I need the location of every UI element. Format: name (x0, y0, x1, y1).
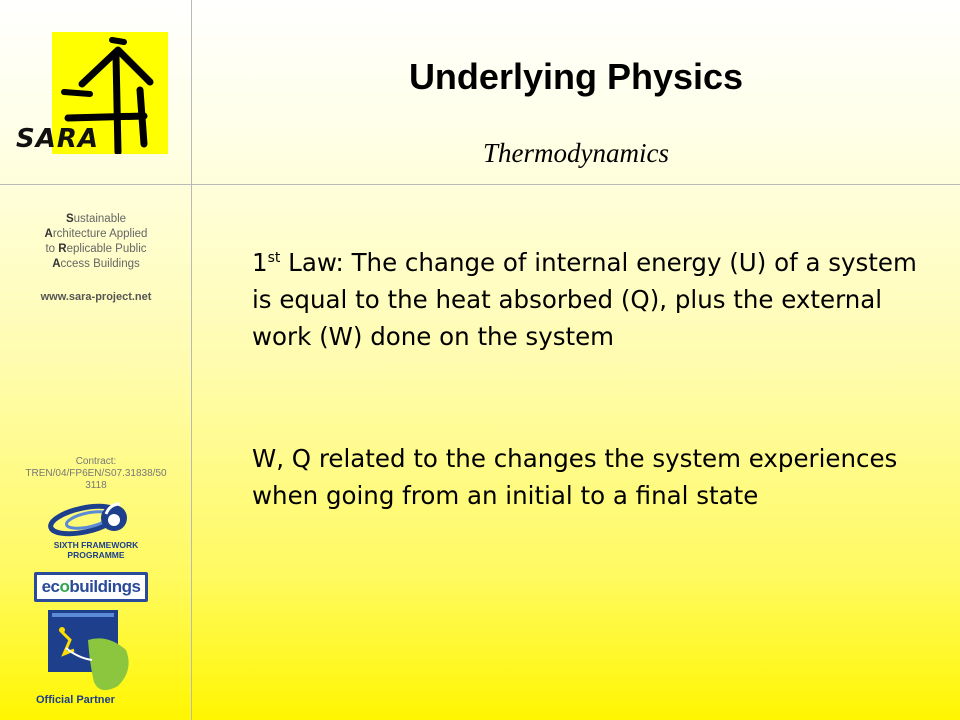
contract-info: Contract: TREN/04/FP6EN/S07.31838/50 3118 (25, 456, 167, 491)
official-partner-label: Official Partner (36, 694, 115, 706)
sidebar (0, 0, 192, 720)
header-divider (0, 184, 960, 185)
work-heat-paragraph: W, Q related to the changes the system experiences when going from an initial to a final state (252, 444, 898, 510)
sustainable-energy-europe-logo (48, 610, 134, 696)
project-tagline: Sustainable Architecture Applied to Replicable Public Access Buildings (44, 213, 148, 270)
sixth-framework-logo: SIXTH FRAMEWORK PROGRAMME (44, 496, 148, 564)
project-website: www.sara-project.net (40, 291, 152, 303)
slide-title: Underlying Physics (408, 56, 744, 97)
ecobuildings-logo: ecobuildings (34, 572, 148, 602)
fp6-emblem-icon (44, 496, 148, 540)
sara-logo-text: SARA (16, 124, 99, 154)
slide-subtitle: Thermodynamics (483, 138, 669, 168)
first-law-paragraph: 1st Law: The change of internal energy (U) of a system is equal to the heat absorbed (Q), plus the external work (W) done on the system (252, 248, 917, 351)
